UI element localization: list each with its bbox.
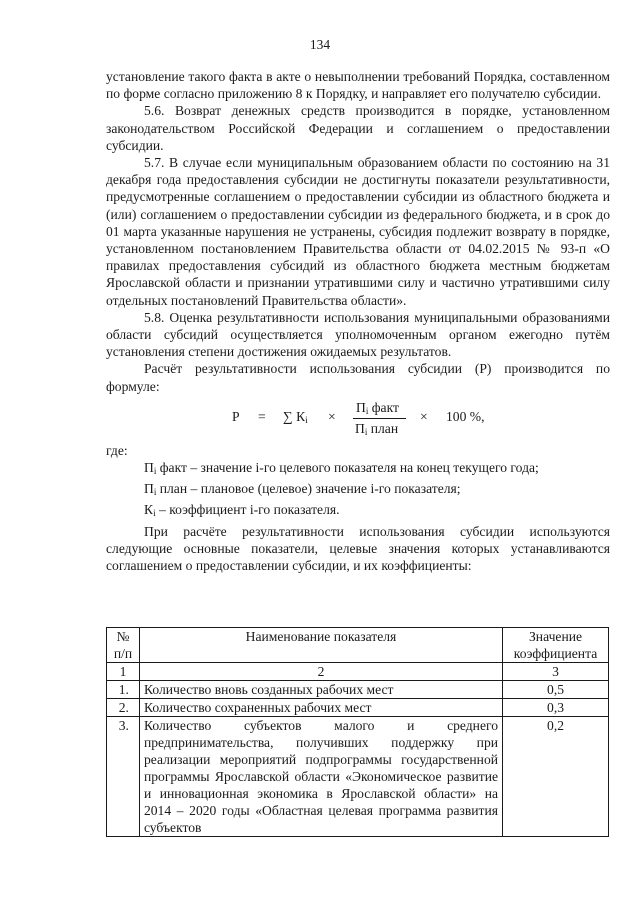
row-number: 1. xyxy=(107,681,140,699)
paragraph-indicators-intro: При расчёте результативности использования субсидии используются следующие основные показатели, целевые значения которых устанавливаются соглашением о предоставлении субсидии, и их коэффициенты: xyxy=(106,523,610,574)
definition-plan: $П_i$ план – плановое (целевое) значение i-го показателя; xyxy=(144,481,461,498)
row-value: 0,2 xyxy=(503,717,609,837)
definition-fact: $П_i$ факт – значение i-го целевого показателя на конец текущего года; xyxy=(144,460,539,477)
paragraph-continuation: установление такого факта в акте о невыполнении требований Порядка, составленном по форме согласно приложению 8 к Порядку, и направляет его получателю субсидии. xyxy=(106,69,610,102)
row-value: 0,3 xyxy=(503,699,609,717)
paragraph-formula-intro: Расчёт результативности использования субсидии (Р) производится по формуле: xyxy=(106,361,610,394)
formula-times-2: × xyxy=(420,408,428,424)
header-number: № п/п xyxy=(107,628,140,663)
row-number: 3. xyxy=(107,717,140,837)
column-number-3: 3 xyxy=(503,663,609,681)
formula xyxy=(106,396,610,442)
paragraph-5-8: 5.8. Оценка результативности использования муниципальными образованиями области субсидий осуществляется уполномоченным органом ежегодно путём установления степени достижения ожидаемых результатов. xyxy=(106,309,610,360)
indicators-table xyxy=(106,627,609,837)
table-row xyxy=(107,699,609,717)
definition-coefficient: $К_i$ – коэффициент i-го показателя. xyxy=(144,502,340,519)
row-name: Количество сохраненных рабочих мест xyxy=(139,699,502,717)
column-number-2: 2 xyxy=(139,663,502,681)
row-name: Количество вновь созданных рабочих мест xyxy=(139,681,502,699)
fraction-bar xyxy=(353,418,406,419)
table-row xyxy=(107,717,609,837)
header-value: Значение коэффициента xyxy=(503,628,609,663)
paragraph-5-7: 5.7. В случае если муниципальным образованием области по состоянию на 31 декабря года предоставления субсидии не достигнуты показатели результативности, предусмотренные соглашением о предоставлении субсидии из областного бюджета и (или) соглашением о предоставлении субсидии из федерального бюджета, и в срок до 01 марта указанные нарушения не устранены, субсидия подлежит возврату в порядке, установленном постановлением Правительства области от 04.02.2015 № 93-п «О правилах предоставления субсидий из областного бюджета местным бюджетам Ярославской области и признании утратившими силу и частично утратившими силу отдельных постановлений Правительства области». xyxy=(106,155,610,308)
formula-percent: 100 %, xyxy=(446,408,485,424)
table-column-number-row xyxy=(107,663,609,681)
document-body xyxy=(106,68,610,574)
column-number-1: 1 xyxy=(107,663,140,681)
formula-denominator: $П_i$ план xyxy=(355,420,399,437)
formula-numerator: $П_i$ факт xyxy=(356,399,399,416)
where-label: где: xyxy=(106,442,128,458)
row-name: Количество субъектов малого и среднего предпринимательства, получивших поддержку при реализации мероприятий подпрограммы государственной программы Ярославской области «Экономическое развитие и инновационная экономика в Ярославской области» на 2014 – 2020 годы «Областная целевая программа развития субъектов xyxy=(139,717,502,837)
formula-lhs: Р xyxy=(232,408,240,424)
formula-times-1: × xyxy=(328,408,336,424)
header-name: Наименование показателя xyxy=(139,628,502,663)
row-value: 0,5 xyxy=(503,681,609,699)
formula-equals: = xyxy=(258,408,266,424)
paragraph-5-6: 5.6. Возврат денежных средств производится в порядке, установленном законодательством Российской Федерации и соглашением о предоставлении субсидии. xyxy=(106,103,610,153)
table-row xyxy=(107,681,609,699)
table-header-row xyxy=(107,628,609,663)
formula-sum: ∑ $К_i$ xyxy=(283,408,308,425)
page-number: 134 xyxy=(309,37,331,52)
definitions xyxy=(106,459,610,523)
row-number: 2. xyxy=(107,699,140,717)
